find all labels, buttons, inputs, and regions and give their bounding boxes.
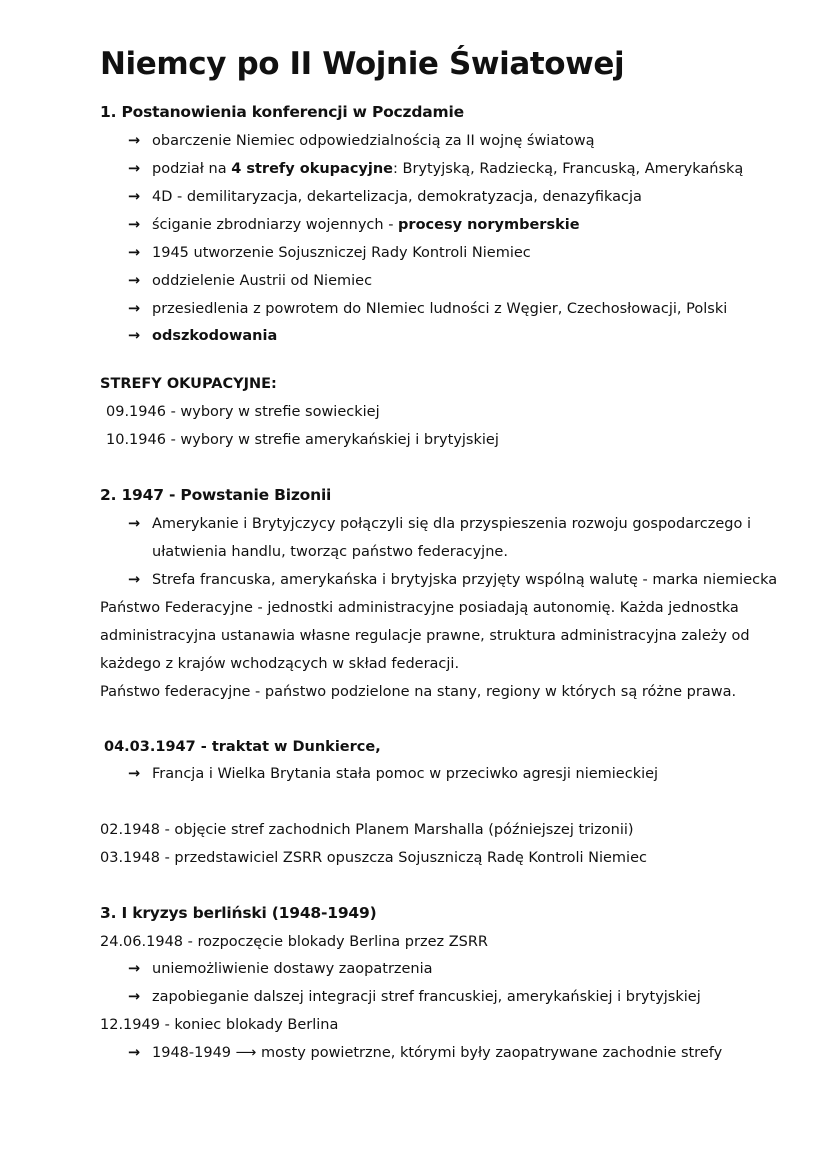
list-item: → podział na 4 strefy okupacyjne: Brytyjską, Radziecką, Francuską, Amerykańską [128,161,744,177]
list-item: → 1945 utworzenie Sojuszniczej Rady Kontroli Niemiec [128,245,531,261]
list-item-continuation: ułatwienia handlu, tworząc państwo federacyjne. [152,544,508,560]
section-2-heading: 2. 1947 - Powstanie Bizonii [100,486,332,504]
paragraph-line: administracyjna ustanawia własne regulacje prawne, struktura administracyjna zależy od [100,628,750,644]
list-item: → Amerykanie i Brytyjczycy połączyli się dla przyspieszenia rozwoju gospodarczego i [128,516,751,532]
paragraph-line: każdego z krajów wchodzących w skład federacji. [100,656,460,672]
arrow-right-icon: → [128,989,141,1005]
zones-heading: STREFY OKUPACYJNE: [100,376,277,392]
list-item: → oddzielenie Austrii od Niemiec [128,273,373,289]
arrow-right-icon: → [128,961,141,977]
timeline-line: 12.1949 - koniec blokady Berlina [100,1017,339,1033]
arrow-right-icon: → [128,766,141,782]
arrow-right-icon: → [128,516,141,532]
list-item: → obarczenie Niemiec odpowiedzialnością za II wojnę światową [128,133,595,149]
arrow-right-icon: → [128,1045,141,1061]
list-item: → Strefa francuska, amerykańska i brytyjska przyjęty wspólną walutę - marka niemiecka [128,572,778,588]
timeline-line: 03.1948 - przedstawiciel ZSRR opuszcza Sojuszniczą Radę Kontroli Niemiec [100,850,647,866]
list-item: → Francja i Wielka Brytania stała pomoc w przeciwko agresji niemieckiej [128,766,659,782]
arrow-right-icon: → [128,572,141,588]
timeline-line: 24.06.1948 - rozpoczęcie blokady Berlina przez ZSRR [100,934,489,950]
list-item: → 1948-1949 ⟶ mosty powietrzne, którymi były zaopatrywane zachodnie strefy [128,1045,723,1061]
section-3-heading: 3. I kryzys berliński (1948-1949) [100,904,377,922]
arrow-right-icon: → [128,161,141,177]
paragraph-line: Państwo federacyjne - państwo podzielone na stany, regiony w których są różne prawa. [100,684,737,700]
list-item: → 4D - demilitaryzacja, dekartelizacja, demokratyzacja, denazyfikacja [128,189,642,205]
arrow-right-icon: → [128,328,141,344]
list-item: → przesiedlenia z powrotem do NIemiec ludności z Węgier, Czechosłowacji, Polski [128,301,728,317]
arrow-right-icon: → [128,217,141,233]
section-1-heading: 1. Postanowienia konferencji w Poczdamie [100,103,464,121]
arrow-right-icon: → [128,189,141,205]
zones-line: 09.1946 - wybory w strefie sowieckiej [106,404,380,420]
dunkirk-heading: 04.03.1947 - traktat w Dunkierce, [104,739,381,755]
list-item: → uniemożliwienie dostawy zaopatrzenia [128,961,433,977]
arrow-right-icon: → [128,133,141,149]
arrow-right-icon: → [128,273,141,289]
arrow-right-icon: → [128,301,141,317]
list-item: → odszkodowania [128,328,278,344]
paragraph-line: Państwo Federacyjne - jednostki administracyjne posiadają autonomię. Każda jednostka [100,600,739,616]
long-arrow-icon: ⟶ [235,1045,257,1061]
list-item: → zapobieganie dalszej integracji stref francuskiej, amerykańskiej i brytyjskiej [128,989,701,1005]
arrow-right-icon: → [128,245,141,261]
list-item: → ściganie zbrodniarzy wojennych - procesy norymberskie [128,217,580,233]
page-title: Niemcy po II Wojnie Światowej [100,46,625,82]
zones-line: 10.1946 - wybory w strefie amerykańskiej i brytyjskiej [106,432,499,448]
timeline-line: 02.1948 - objęcie stref zachodnich Planem Marshalla (późniejszej trizonii) [100,822,634,838]
